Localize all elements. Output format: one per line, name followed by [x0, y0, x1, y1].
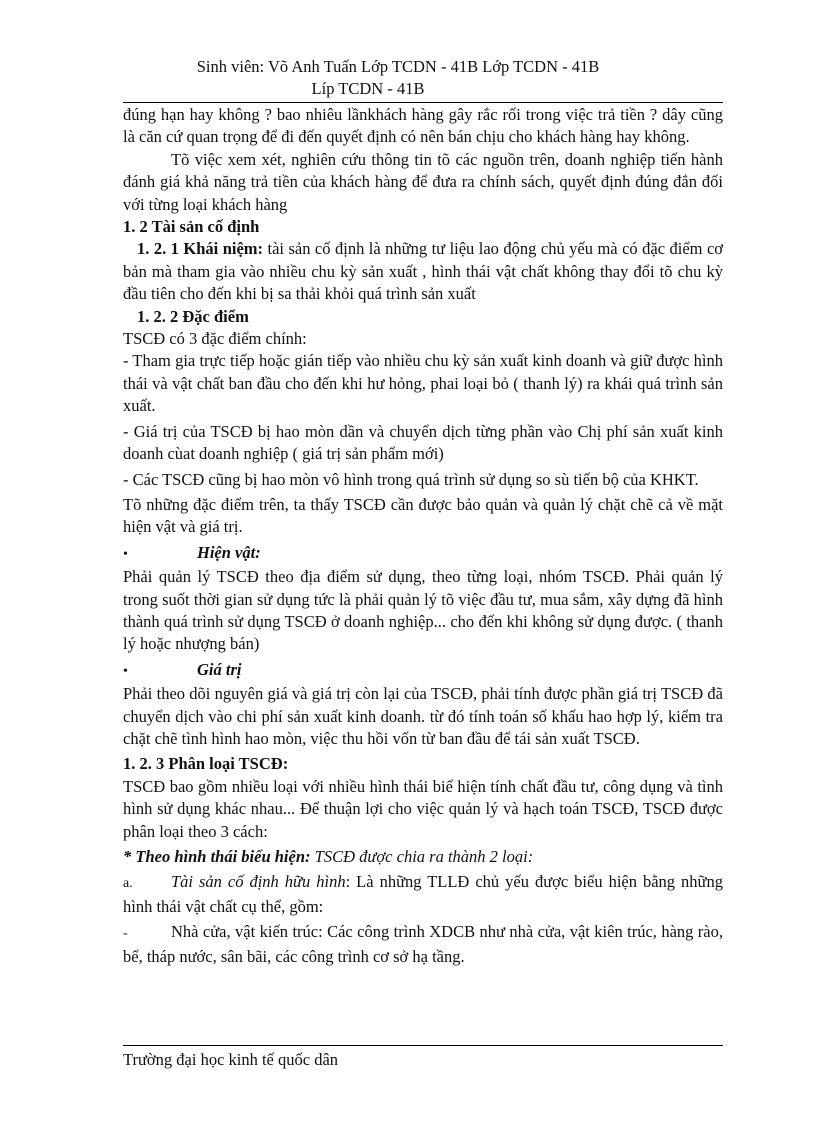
paragraph: TSCĐ có 3 đặc điểm chính:	[123, 329, 307, 349]
item-a-term: Tài sản cố định hữu hình	[171, 872, 346, 892]
bullet-item-gia-tri	[123, 659, 723, 683]
paragraph: - Giá trị của TSCĐ bị hao mòn dần và chuyển dịch từng phần vào Chị phí sản xuất kinh doanh cùat doanh nghiệp ( giá trị sản phẩm mới)	[123, 421, 723, 464]
header-divider	[123, 102, 723, 103]
paragraph: TSCĐ bao gồm nhiều loại với nhiều hình thái biể hiện tính chất đầu tư, công dụng và tình hình sử dụng khác nhau... Để thuận lợi cho việc quản lý và hạch toán TSCĐ, TSCĐ được phân loại theo 3 cách:	[123, 776, 723, 841]
paragraph: Phải quản lý TSCĐ theo địa điểm sử dụng, theo từng loại, nhóm TSCĐ. Phải quản lý trong suốt thời gian sử dụng tức là phải quản lý tõ việc đầu tư, mua sắm, xây dựng đã hình thành quá trình sử dụng TSCĐ ở doanh nghiệp... cho đến khi không sử dụng được. ( thanh lý hoặc nhượng bán)	[123, 567, 723, 654]
item-marker: a.	[123, 876, 133, 892]
item-a-text: : Là những TLLĐ chủ yếu được biểu hiện bằng những hình thái vật chất cụ thể, gồm:	[123, 872, 723, 916]
bullet-item-hien-vat	[123, 542, 723, 566]
paragraph: - Các TSCĐ cũng bị hao mòn vô hình trong quá trình sử dụng so sù tiến bộ của KHKT.	[123, 469, 699, 489]
footer-divider	[123, 1045, 723, 1046]
classification-line	[123, 846, 723, 868]
definition-text: tài sản cố định là những tư liệu lao động chủ yếu mà có đặc điểm cơ bản mà tham gia vào nhiều chu kỳ sản xuất , hình thái vật chất không thay đổi tõ chu kỳ đầu tiên cho đến khi bị sa thải khỏi quá trình sản xuất	[123, 239, 723, 304]
paragraph: - Tham gia trực tiếp hoặc gián tiếp vào nhiều chu kỳ sản xuất kinh doanh và giữ được hình thái và vật chất ban đầu cho đến khi hư hỏng, phai loại bỏ ( thanh lý) ra khái quá trình sản xuất.	[123, 351, 723, 416]
document-body	[123, 104, 723, 968]
heading-1-2-1: 1. 2. 1 Khái niệm:	[137, 239, 264, 259]
bullet-icon: •	[123, 546, 128, 562]
heading-1-2: 1. 2 Tài sản cố định	[123, 217, 260, 237]
header-line-2: Líp TCDN - 41B	[311, 79, 425, 98]
paragraph: Tõ những đặc điểm trên, ta thấy TSCĐ cần được bảo quản và quản lý chặt chẽ cả về mặt hiện vật và giá trị.	[123, 494, 723, 537]
item-dash-text: Nhà cửa, vật kiến trúc: Các công trình XDCB như nhà cửa, vật kiên trúc, hàng rào, bể, tháp nước, sân bãi, các công trình cơ sở hạ tầng.	[123, 922, 723, 966]
paragraph-definition	[123, 238, 723, 305]
classification-text: TSCĐ được chia ra thành 2 loại:	[310, 847, 534, 866]
item-dash	[123, 921, 723, 968]
paragraph: đúng hạn hay không ? bao nhiêu lầnkhách hàng gây rắc rối trong việc trả tiền ? dây cũng là căn cứ quan trọng để đi đến quyết định có nên bán chịu cho khách hàng hay không.	[123, 105, 723, 147]
page-footer: Trường đại học kinh tế quốc dân	[123, 1050, 339, 1069]
heading-1-2-3: 1. 2. 3 Phân loại TSCĐ:	[123, 754, 289, 774]
bullet-icon: •	[123, 663, 128, 679]
header-line-1: Sinh viên: Võ Anh Tuấn Lớp TCDN - 41B Lớp TCDN - 41B	[196, 57, 600, 76]
item-a	[123, 871, 723, 918]
heading-1-2-2: 1. 2. 2 Đặc điểm	[137, 306, 249, 326]
bullet-title: Giá trị	[197, 659, 242, 679]
paragraph: Phải theo dõi nguyên giá và giá trị còn lại của TSCĐ, phải tính được phần giá trị TSCĐ đã chuyển dịch vào chi phí sản xuất kinh doanh. từ đó tính toán số khấu hao hợp lý, kiểm tra chặt chẽ tình hình hao mòn, việc thu hồi vốn từ ban đầu để tái sản xuất TSCĐ.	[123, 684, 723, 748]
bullet-title: Hiện vật:	[197, 542, 261, 562]
item-marker: -	[123, 926, 128, 942]
paragraph: Tõ việc xem xét, nghiên cứu thông tin tõ các nguồn trên, doanh nghiệp tiến hành đánh giá khả năng trả tiền của khách hàng để đưa ra chính sách, quyết định đúng đắn đối với từng loại khách hàng	[123, 149, 723, 214]
classification-label: * Theo hình thái biểu hiện:	[123, 847, 311, 866]
page-header	[123, 56, 723, 100]
